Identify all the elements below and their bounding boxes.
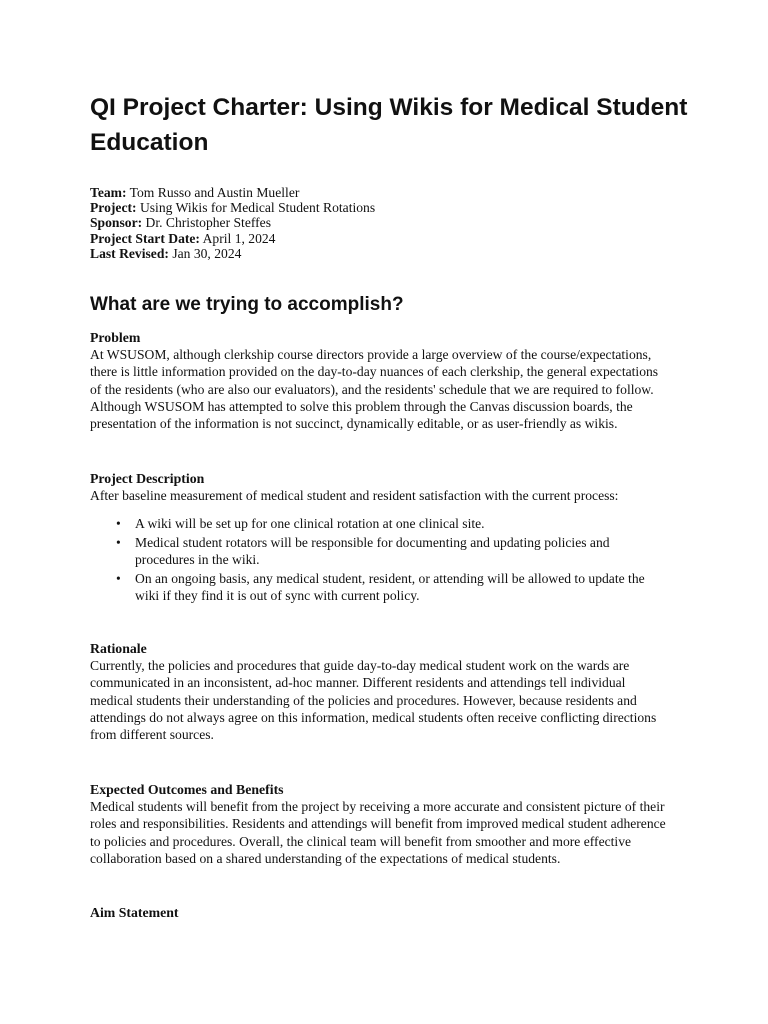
problem-heading: Problem [90, 330, 141, 345]
expected-outcomes-line: collaboration based on a shared understanding of the expectations of medical students. [90, 850, 561, 866]
expected-outcomes-line: Medical students will benefit from the project by receiving a more accurate and consistent picture of their [90, 799, 665, 815]
list-item-text: procedures in the wiki. [135, 552, 260, 568]
meta-project [90, 200, 690, 215]
meta-sponsor-value: Dr. Christopher Steffes [142, 215, 271, 231]
problem-section [90, 329, 690, 432]
list-item [90, 515, 690, 532]
meta-last-revised-value: Jan 30, 2024 [168, 245, 242, 261]
rationale-line: Currently, the policies and procedures that guide day-to-day medical student work on the wards are [90, 658, 630, 674]
meta-last-revised [90, 246, 690, 261]
meta-project-value: Using Wikis for Medical Student Rotations [136, 200, 376, 216]
meta-start-date-label: Project Start Date: [90, 230, 200, 246]
bullet-icon: • [116, 571, 121, 587]
aim-statement-section [90, 904, 690, 921]
meta-project-label: Project: [90, 200, 137, 216]
expected-outcomes-line: roles and responsibilities. Residents and attendings will benefit from improved medical student adherence [90, 816, 666, 832]
rationale-line: attendings do not always agree on this information, medical students often receive conflicting directions [90, 709, 657, 725]
project-description-list [90, 515, 690, 604]
meta-team-value: Tom Russo and Austin Mueller [126, 185, 300, 200]
problem-line: presentation of the information is not succinct, dynamically editable, or as user-friendly as wikis. [90, 416, 618, 432]
list-item-text: On an ongoing basis, any medical student, resident, or attending will be allowed to update the [135, 571, 645, 587]
rationale-line: medical students their understanding of the policies and procedures. However, because residents and [90, 692, 637, 708]
bullet-icon: • [116, 516, 121, 532]
expected-outcomes-line: to policies and procedures. Overall, the clinical team will benefit from smoother and more effective [90, 833, 632, 849]
list-item-text: wiki if they find it is out of sync with current policy. [135, 588, 420, 604]
document-title: QI Project Charter: Using Wikis for Medical Student Education [90, 94, 688, 156]
meta-team-label: Team: [90, 185, 127, 200]
meta-start-date-value: April 1, 2024 [199, 230, 276, 246]
rationale-line: communicated in an inconsistent, ad-hoc manner. Different residents and attendings tell individual [90, 675, 626, 691]
section-heading: What are we trying to accomplish? [90, 294, 404, 315]
list-item-text: Medical student rotators will be responsible for documenting and updating policies and [135, 535, 610, 551]
problem-line: of the residents (who are also our evaluators), and the residents' schedule that we are required to follow. [90, 381, 654, 397]
meta-sponsor [90, 215, 690, 230]
rationale-line: from different sources. [90, 727, 214, 743]
meta-sponsor-label: Sponsor: [90, 215, 143, 231]
list-item-text: A wiki will be set up for one clinical rotation at one clinical site. [135, 516, 485, 532]
rationale-section [90, 640, 690, 743]
bullet-icon: • [116, 535, 121, 551]
project-description-intro: After baseline measurement of medical student and resident satisfaction with the current process: [90, 488, 619, 504]
rationale-heading: Rationale [90, 641, 147, 656]
charter-metadata [90, 185, 690, 261]
meta-start-date [90, 231, 690, 246]
project-description-section [90, 470, 690, 606]
meta-last-revised-label: Last Revised: [90, 245, 169, 261]
expected-outcomes-section [90, 781, 690, 867]
problem-line: At WSUSOM, although clerkship course directors provide a large overview of the course/expectations, [90, 347, 652, 363]
problem-line: Although WSUSOM has attempted to solve this problem through the Canvas discussion boards, the [90, 398, 633, 414]
expected-outcomes-heading: Expected Outcomes and Benefits [90, 782, 284, 797]
aim-statement-heading: Aim Statement [90, 905, 179, 920]
meta-team [90, 185, 690, 200]
project-description-heading: Project Description [90, 471, 205, 486]
problem-line: there is little information provided on the day-to-day nuances of each clerkship, the general expectations [90, 364, 659, 380]
list-item [90, 534, 690, 568]
list-item [90, 570, 690, 604]
